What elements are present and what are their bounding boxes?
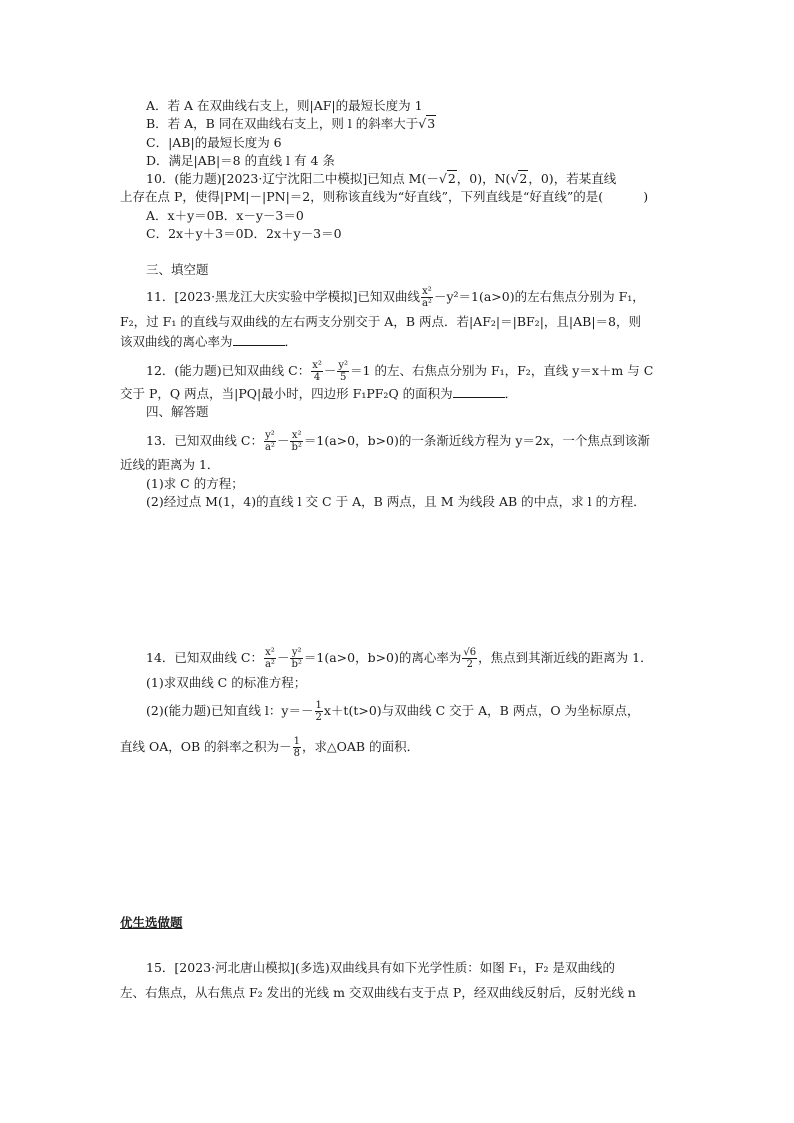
question-13-part-1: (1)求 C 的方程； — [146, 476, 244, 491]
answer-blank — [453, 385, 505, 398]
question-11-line-1: 11．[2023·黑龙江大庆实验中学模拟]已知双曲线 $\frac{\text{x²}}{\text{a²}}$ －y²＝1(a>0)的左右焦点分别为 F₁， — [146, 286, 645, 309]
question-12-line-2: 交于 P，Q 两点，当|PQ|最小时，四边形 F₁PF₂Q 的面积为 ． — [120, 386, 518, 401]
question-12-line-1: 12．(能力题)已知双曲线 C： $\frac{\text{x²}}{4}$ － $\frac{\text{y²}}{5}$ ＝1 的左、右焦点分别为 F₁，F₂，直线 y＝x＋m 与 C — [146, 360, 654, 383]
question-14-part-2: (2)(能力题)已知直线 l：y＝－ $\frac{1}{2}$ x＋t(t>0)与双曲线 C 交于 A，B 两点，O 为坐标原点， — [146, 700, 640, 723]
question-10-line-2: 上存在点 P，使得|PM|－|PN|＝2，则称该直线为“好直线”，下列直线是“好直线”的是( ) — [120, 189, 649, 204]
optional-section-heading: 优生选做题 — [120, 915, 183, 930]
question-14-part-1: (1)求双曲线 C 的标准方程； — [146, 675, 307, 690]
question-15-line-1: 15．[2023·河北唐山模拟](多选)双曲线具有如下光学性质：如图 F₁，F₂ 是双曲线的 — [146, 960, 616, 975]
option-9a: A．若 A 在双曲线右支上，则|AF|的最短长度为 1 — [146, 98, 423, 113]
question-15-line-2: 左、右焦点，从右焦点 F₂ 发出的光线 m 交双曲线右支于点 P，经双曲线反射后，反射光线 n — [120, 985, 636, 1000]
options-10-cd: C．2x＋y＋3＝0D．2x＋y－3＝0 — [146, 226, 342, 241]
section-fill-blank-heading: 三、填空题 — [146, 262, 209, 277]
fraction: $\frac{\text{x²}}{\text{a²}}$ — [421, 286, 432, 309]
question-11-line-2: F₂，过 F₁ 的直线与双曲线的左右两支分别交于 A，B 两点．若|AF₂|＝|BF₂|，且|AB|＝8，则 — [120, 314, 641, 329]
option-9b: B．若 A，B 同在双曲线右支上，则 l 的斜率大于√3 — [146, 116, 436, 131]
question-14-line-1: 14．已知双曲线 C： $\frac{\text{x²}}{\text{a²}}$ － $\frac{\text{y²}}{\text{b²}}$ ＝1(a>0，b>0)的离心率为 $\frac{√6}{2}$ ，焦点到其渐近线的距离为 1． — [146, 647, 653, 670]
question-13-line-2: 近线的距离为 1． — [120, 457, 220, 472]
options-10-ab: A．x＋y＝0B．x－y－3＝0 — [146, 208, 304, 223]
answer-blank — [233, 333, 285, 346]
sqrt-3: √3 — [418, 116, 436, 131]
question-14-line-4: 直线 OA，OB 的斜率之积为－ $\frac{1}{8}$ ，求△OAB 的面积． — [120, 736, 420, 759]
section-answer-heading: 四、解答题 — [146, 404, 209, 419]
option-9d: D．满足|AB|＝8 的直线 l 有 4 条 — [146, 153, 335, 168]
question-10-line-1: 10．(能力题)[2023·辽宁沈阳二中模拟]已知点 M(－√2，0)，N(√2，0)，若某直线 — [146, 171, 617, 186]
question-13-line-1: 13．已知双曲线 C： $\frac{\text{y²}}{\text{a²}}$ － $\frac{\text{x²}}{\text{b²}}$ ＝1(a>0，b>0)的一条渐近线方程为 y＝2x，一个焦点到该渐 — [146, 430, 650, 453]
option-9c: C．|AB|的最短长度为 6 — [146, 135, 282, 150]
question-11-line-3: 该双曲线的离心率为 ． — [120, 334, 298, 349]
question-13-part-2: (2)经过点 M(1，4)的直线 l 交 C 于 A，B 两点，且 M 为线段 AB 的中点，求 l 的方程． — [146, 494, 646, 509]
